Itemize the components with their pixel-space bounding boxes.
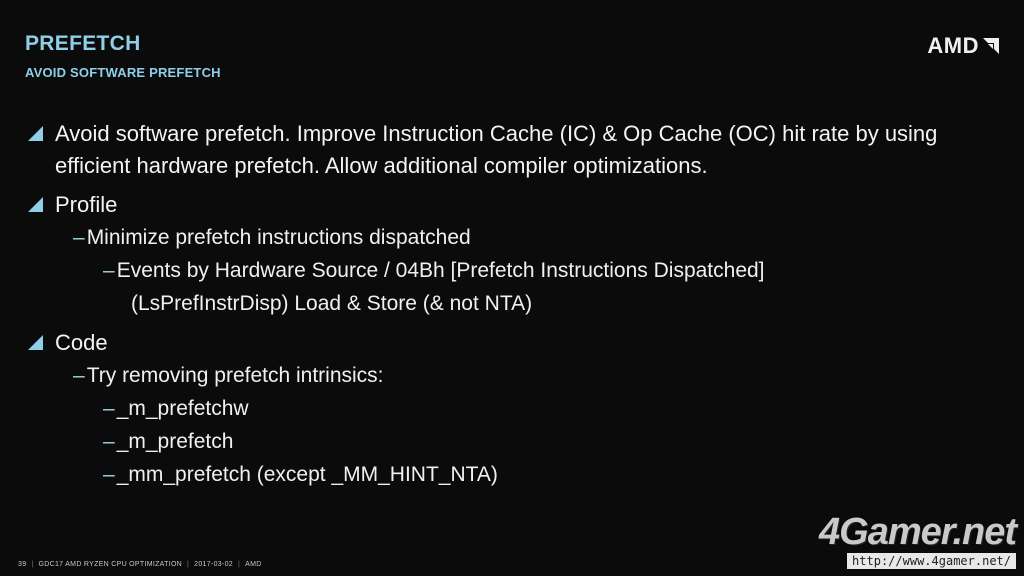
slide-footer bbox=[18, 561, 262, 568]
dash-bullet-icon: – bbox=[103, 259, 115, 282]
triangle-bullet-icon bbox=[28, 126, 43, 141]
bullet-text: Profile bbox=[55, 192, 118, 217]
page-number: 39 bbox=[18, 561, 27, 568]
intrinsic-item bbox=[28, 425, 1003, 458]
footer-separator: | bbox=[237, 561, 241, 568]
event-date: 2017-03-02 bbox=[194, 561, 233, 568]
bullet-text-line: efficient hardware prefetch. Allow additional compiler optimizations. bbox=[55, 153, 708, 178]
dash-bullet-icon: – bbox=[103, 430, 115, 453]
amd-logo bbox=[927, 33, 1000, 59]
slide-subtitle: AVOID SOFTWARE PREFETCH bbox=[25, 65, 221, 80]
intrinsic-name: _m_prefetch bbox=[116, 430, 234, 453]
sub-bullet-text: Minimize prefetch instructions dispatched bbox=[86, 226, 471, 249]
intrinsic-item bbox=[28, 392, 1003, 425]
bullet-text-line: Avoid software prefetch. Improve Instruction Cache (IC) & Op Cache (OC) hit rate by using bbox=[55, 121, 938, 146]
dash-bullet-icon: – bbox=[103, 463, 115, 486]
amd-arrow-icon bbox=[982, 37, 1000, 55]
sub-bullet-text: Try removing prefetch intrinsics: bbox=[86, 364, 384, 387]
sub-sub-bullet-events bbox=[28, 254, 1003, 287]
sub-bullet-minimize-prefetch bbox=[28, 221, 1003, 254]
sub-sub-bullet-events-continued bbox=[28, 287, 1003, 320]
slide-content bbox=[28, 118, 1003, 491]
sub-sub-bullet-text: Events by Hardware Source / 04Bh [Prefetch Instructions Dispatched] bbox=[116, 259, 765, 282]
bullet-profile bbox=[28, 189, 1003, 221]
sub-bullet-try-removing bbox=[28, 359, 1003, 392]
bullet-text: Code bbox=[55, 330, 108, 355]
amd-logo-text: AMD bbox=[927, 33, 979, 58]
watermark-logo: 4Gamer.net bbox=[819, 511, 1016, 553]
intrinsic-item bbox=[28, 458, 1003, 491]
intrinsic-name: _m_prefetchw bbox=[116, 397, 249, 420]
dash-bullet-icon: – bbox=[73, 226, 85, 249]
footer-company: AMD bbox=[245, 561, 262, 568]
bullet-avoid-software-prefetch bbox=[28, 118, 1003, 182]
4gamer-watermark bbox=[819, 512, 1016, 570]
dash-bullet-icon: – bbox=[103, 397, 115, 420]
triangle-bullet-icon bbox=[28, 335, 43, 350]
slide-title: PREFETCH bbox=[25, 32, 141, 55]
watermark-url: http://www.4gamer.net/ bbox=[847, 553, 1016, 569]
bullet-code bbox=[28, 327, 1003, 359]
dash-bullet-icon: – bbox=[73, 364, 85, 387]
event-name: GDC17 AMD RYZEN CPU OPTIMIZATION bbox=[38, 561, 183, 568]
footer-separator: | bbox=[31, 561, 34, 568]
sub-sub-bullet-text: (LsPrefInstrDisp) Load & Store (& not NTA) bbox=[131, 292, 533, 315]
footer-separator: | bbox=[187, 561, 190, 568]
intrinsic-name: _mm_prefetch (except _MM_HINT_NTA) bbox=[116, 463, 498, 486]
triangle-bullet-icon bbox=[28, 197, 43, 212]
